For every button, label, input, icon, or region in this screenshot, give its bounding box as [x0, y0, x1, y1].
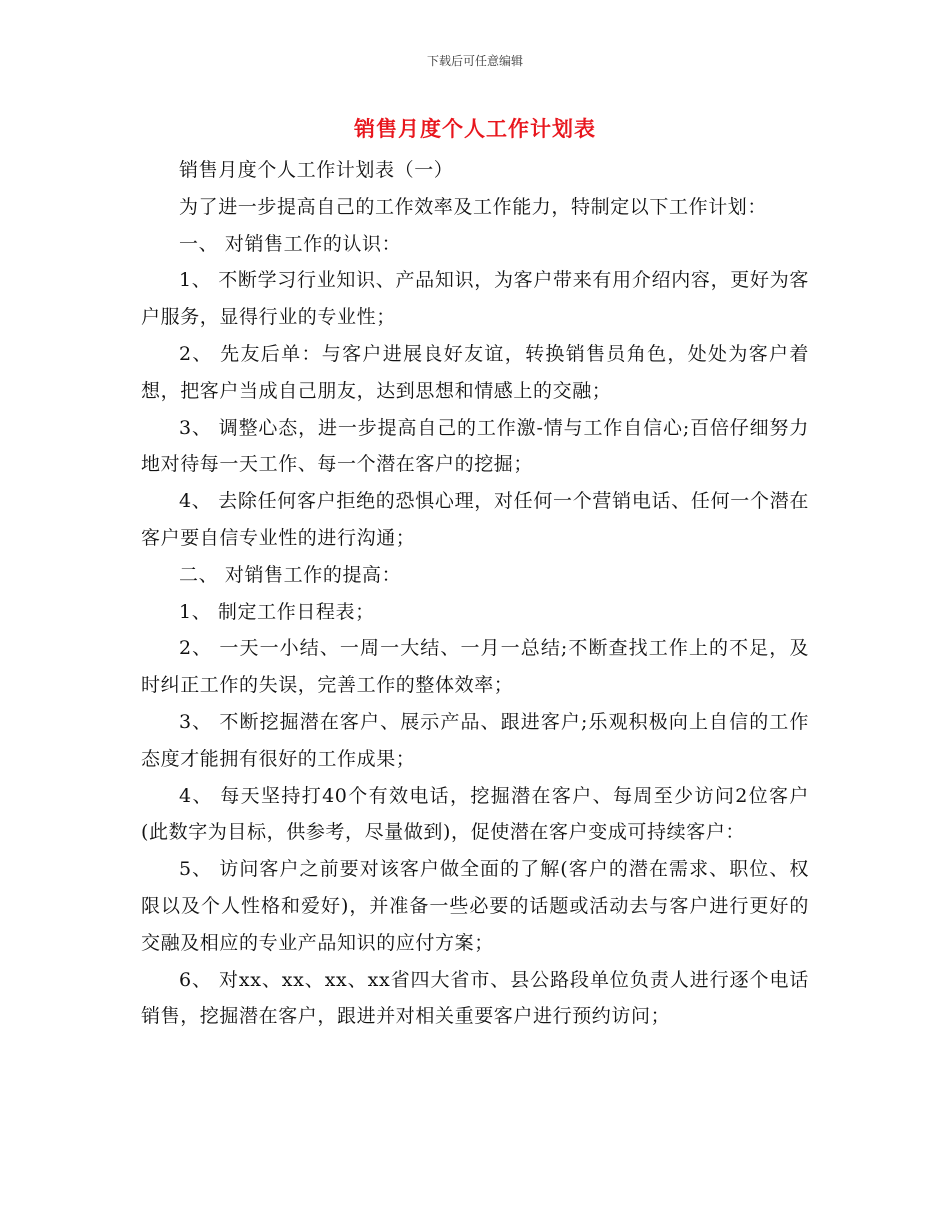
paragraph: 5、 访问客户之前要对该客户做全面的了解(客户的潜在需求、职位、权限以及个人性格和爱好)，并准备一些必要的话题或活动去与客户进行更好的交融及相应的专业产品知识的应付方案； [141, 858, 809, 954]
paragraph: 为了进一步提高自己的工作效率及工作能力，特制定以下工作计划： [179, 195, 768, 218]
paragraph: 一、 对销售工作的认识： [179, 232, 402, 255]
paragraph: 1、 不断学习行业知识、产品知识，为客户带来有用介绍内容，更好为客户服务，显得行业的专业性； [141, 269, 809, 329]
paragraph: 3、 不断挖掘潜在客户、展示产品、跟进客户;乐观积极向上自信的工作态度才能拥有很好的工作成果； [141, 710, 809, 770]
paragraph: 销售月度个人工作计划表（一） [179, 159, 454, 181]
paragraph: 6、 对xx、xx、xx、xx省四大省市、县公路段单位负责人进行逐个电话销售，挖掘潜在客户，跟进并对相关重要客户进行预约访问； [141, 968, 809, 1028]
document-title: 销售月度个人工作计划表 [354, 117, 596, 141]
page-header-note: 下载后可任意编辑 [426, 54, 523, 68]
paragraph: 4、 去除任何客户拒绝的恐惧心理，对任何一个营销电话、任何一个潜在客户要自信专业性的进行沟通； [141, 490, 809, 549]
paragraph: 二、 对销售工作的提高： [179, 563, 402, 586]
paragraph: 1、 制定工作日程表； [179, 600, 375, 623]
document-body [141, 152, 809, 1035]
paragraph: 2、 一天一小结、一周一大结、一月一总结;不断查找工作上的不足，及时纠正工作的失误，完善工作的整体效率； [141, 637, 809, 697]
paragraph: 4、 每天坚持打40个有效电话，挖掘潜在客户、每周至少访问2位客户(此数字为目标，供参考，尽量做到)，促使潜在客户变成可持续客户： [141, 784, 809, 844]
paragraph: 3、 调整心态，进一步提高自己的工作激-情与工作自信心;百倍仔细努力地对待每一天工作、每一个潜在客户的挖掘； [141, 416, 809, 476]
paragraph: 2、 先友后单：与客户进展良好友谊，转换销售员角色，处处为客户着想，把客户当成自己朋友，达到思想和情感上的交融； [141, 342, 809, 402]
